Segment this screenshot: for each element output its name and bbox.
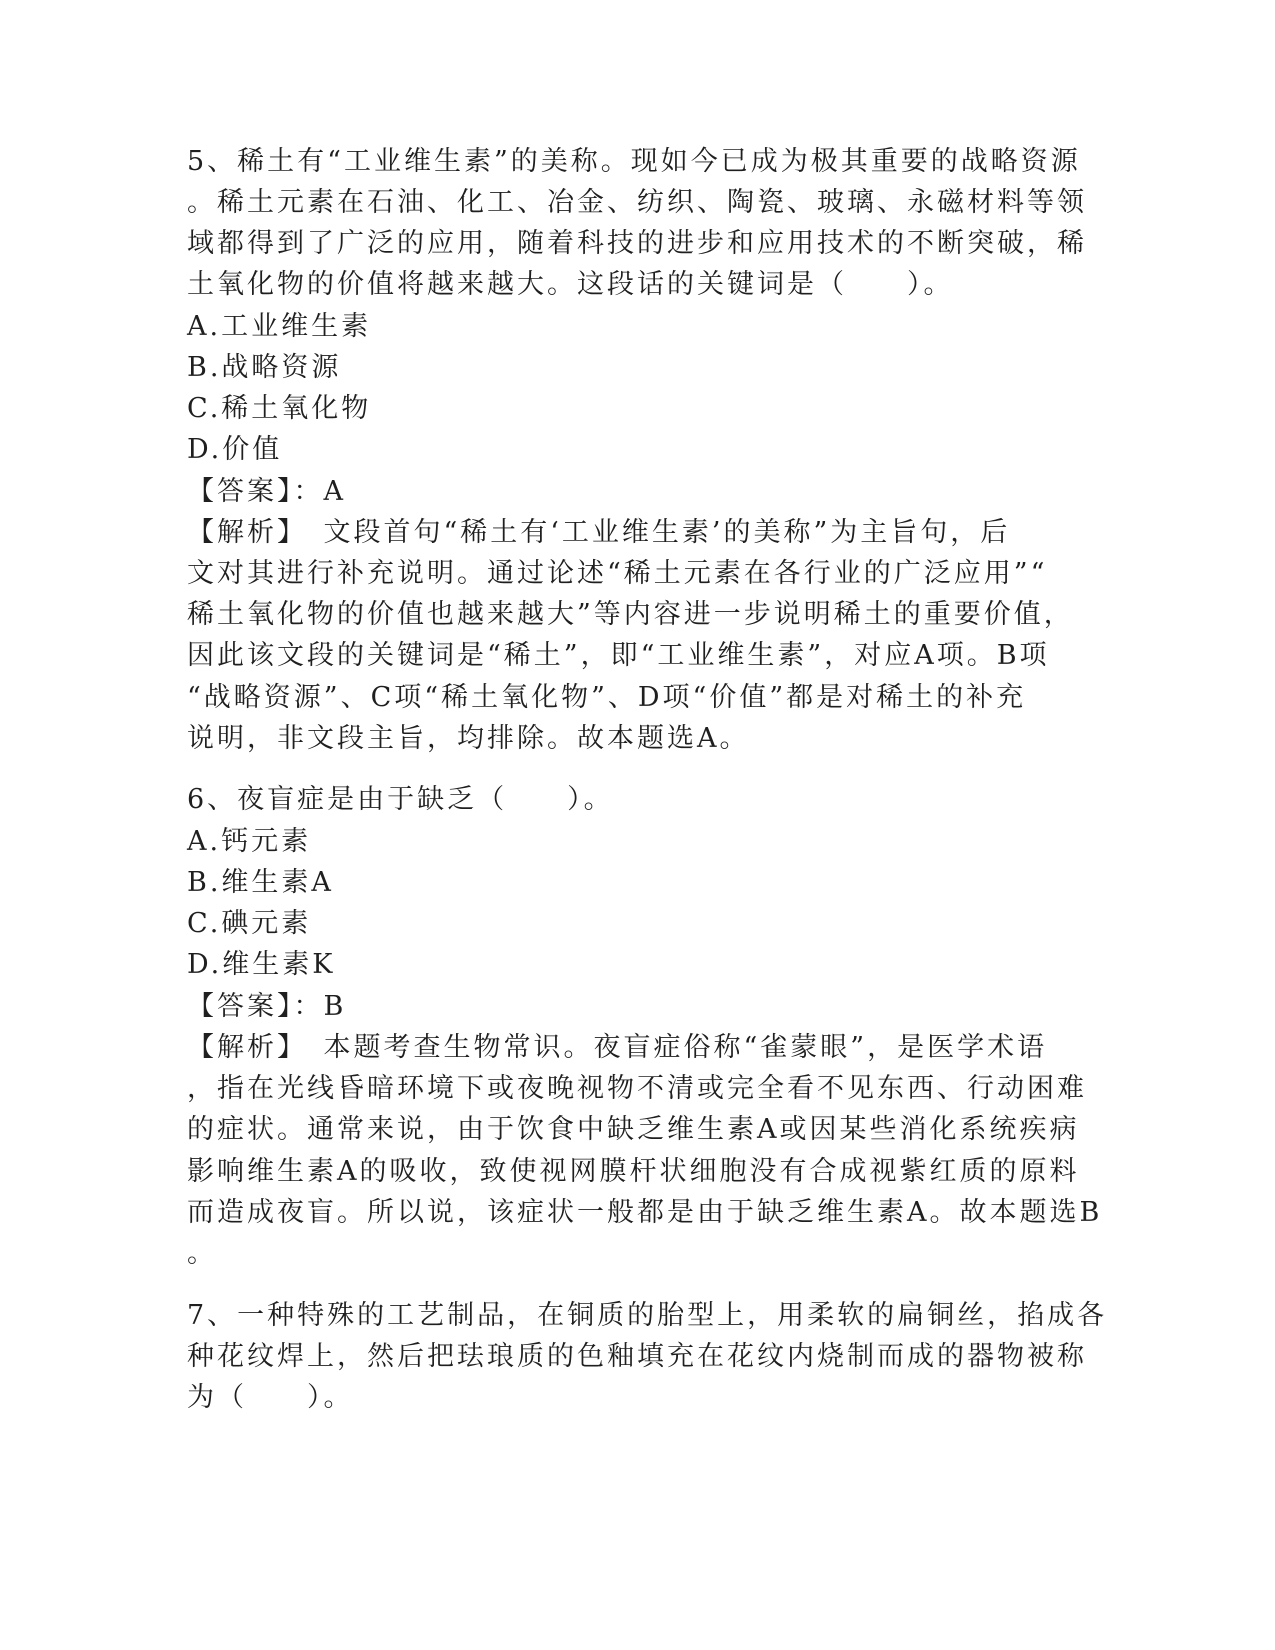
option-d: D.价值 <box>187 434 283 465</box>
question-stem-line: 6、夜盲症是由于缺乏（ ）。 <box>187 784 614 815</box>
analysis-line: 。 <box>187 1238 217 1269</box>
analysis-line: 【解析】 文段首句“稀土有‘工业维生素’的美称”为主旨句，后 <box>187 517 1011 548</box>
question-stem-line: 土氧化物的价值将越来越大。这段话的关键词是（ ）。 <box>187 269 954 300</box>
analysis-line: 的症状。通常来说，由于饮食中缺乏维生素A或因某些消化系统疾病 <box>187 1114 1080 1145</box>
option-c: C.稀土氧化物 <box>187 393 372 424</box>
analysis-line: 影响维生素A的吸收，致使视网膜杆状细胞没有合成视紫红质的原料 <box>187 1156 1080 1187</box>
answer-label: 【答案】：A <box>187 476 346 507</box>
analysis-line: 文对其进行补充说明。通过论述“稀土元素在各行业的广泛应用”“ <box>187 558 1048 589</box>
question-stem-line: 。稀土元素在石油、化工、冶金、纺织、陶瓷、玻璃、永磁材料等领 <box>187 187 1087 218</box>
option-b: B.维生素A <box>187 867 334 898</box>
answer-label: 【答案】：B <box>187 991 347 1022</box>
option-a: A.工业维生素 <box>187 311 372 342</box>
question-stem-line: 为（ ）。 <box>187 1382 354 1413</box>
option-d: D.维生素K <box>187 949 336 980</box>
question-stem-line: 种花纹焊上，然后把珐琅质的色釉填充在花纹内烧制而成的器物被称 <box>187 1341 1087 1372</box>
analysis-line: ，指在光线昏暗环境下或夜晚视物不清或完全看不见东西、行动困难 <box>187 1073 1087 1104</box>
option-b: B.战略资源 <box>187 352 342 383</box>
question-stem-line: 7、一种特殊的工艺制品，在铜质的胎型上，用柔软的扁铜丝，掐成各 <box>187 1300 1108 1331</box>
analysis-line: “战略资源”、C项“稀土氧化物”、D项“价值”都是对稀土的补充 <box>187 682 1027 713</box>
question-stem-line: 5、稀土有“工业维生素”的美称。现如今已成为极其重要的战略资源 <box>187 146 1081 177</box>
analysis-line: 稀土氧化物的价值也越来越大”等内容进一步说明稀土的重要价值， <box>187 599 1074 630</box>
question-stem-line: 域都得到了广泛的应用，随着科技的进步和应用技术的不断突破，稀 <box>187 228 1087 259</box>
analysis-line: 【解析】 本题考查生物常识。夜盲症俗称“雀蒙眼”，是医学术语 <box>187 1032 1048 1063</box>
analysis-line: 说明，非文段主旨，均排除。故本题选A。 <box>187 723 750 754</box>
analysis-line: 而造成夜盲。所以说，该症状一般都是由于缺乏维生素A。故本题选B <box>187 1197 1103 1228</box>
option-a: A.钙元素 <box>187 826 312 857</box>
analysis-line: 因此该文段的关键词是“稀土”，即“工业维生素”，对应A项。B项 <box>187 640 1050 671</box>
option-c: C.碘元素 <box>187 908 312 939</box>
